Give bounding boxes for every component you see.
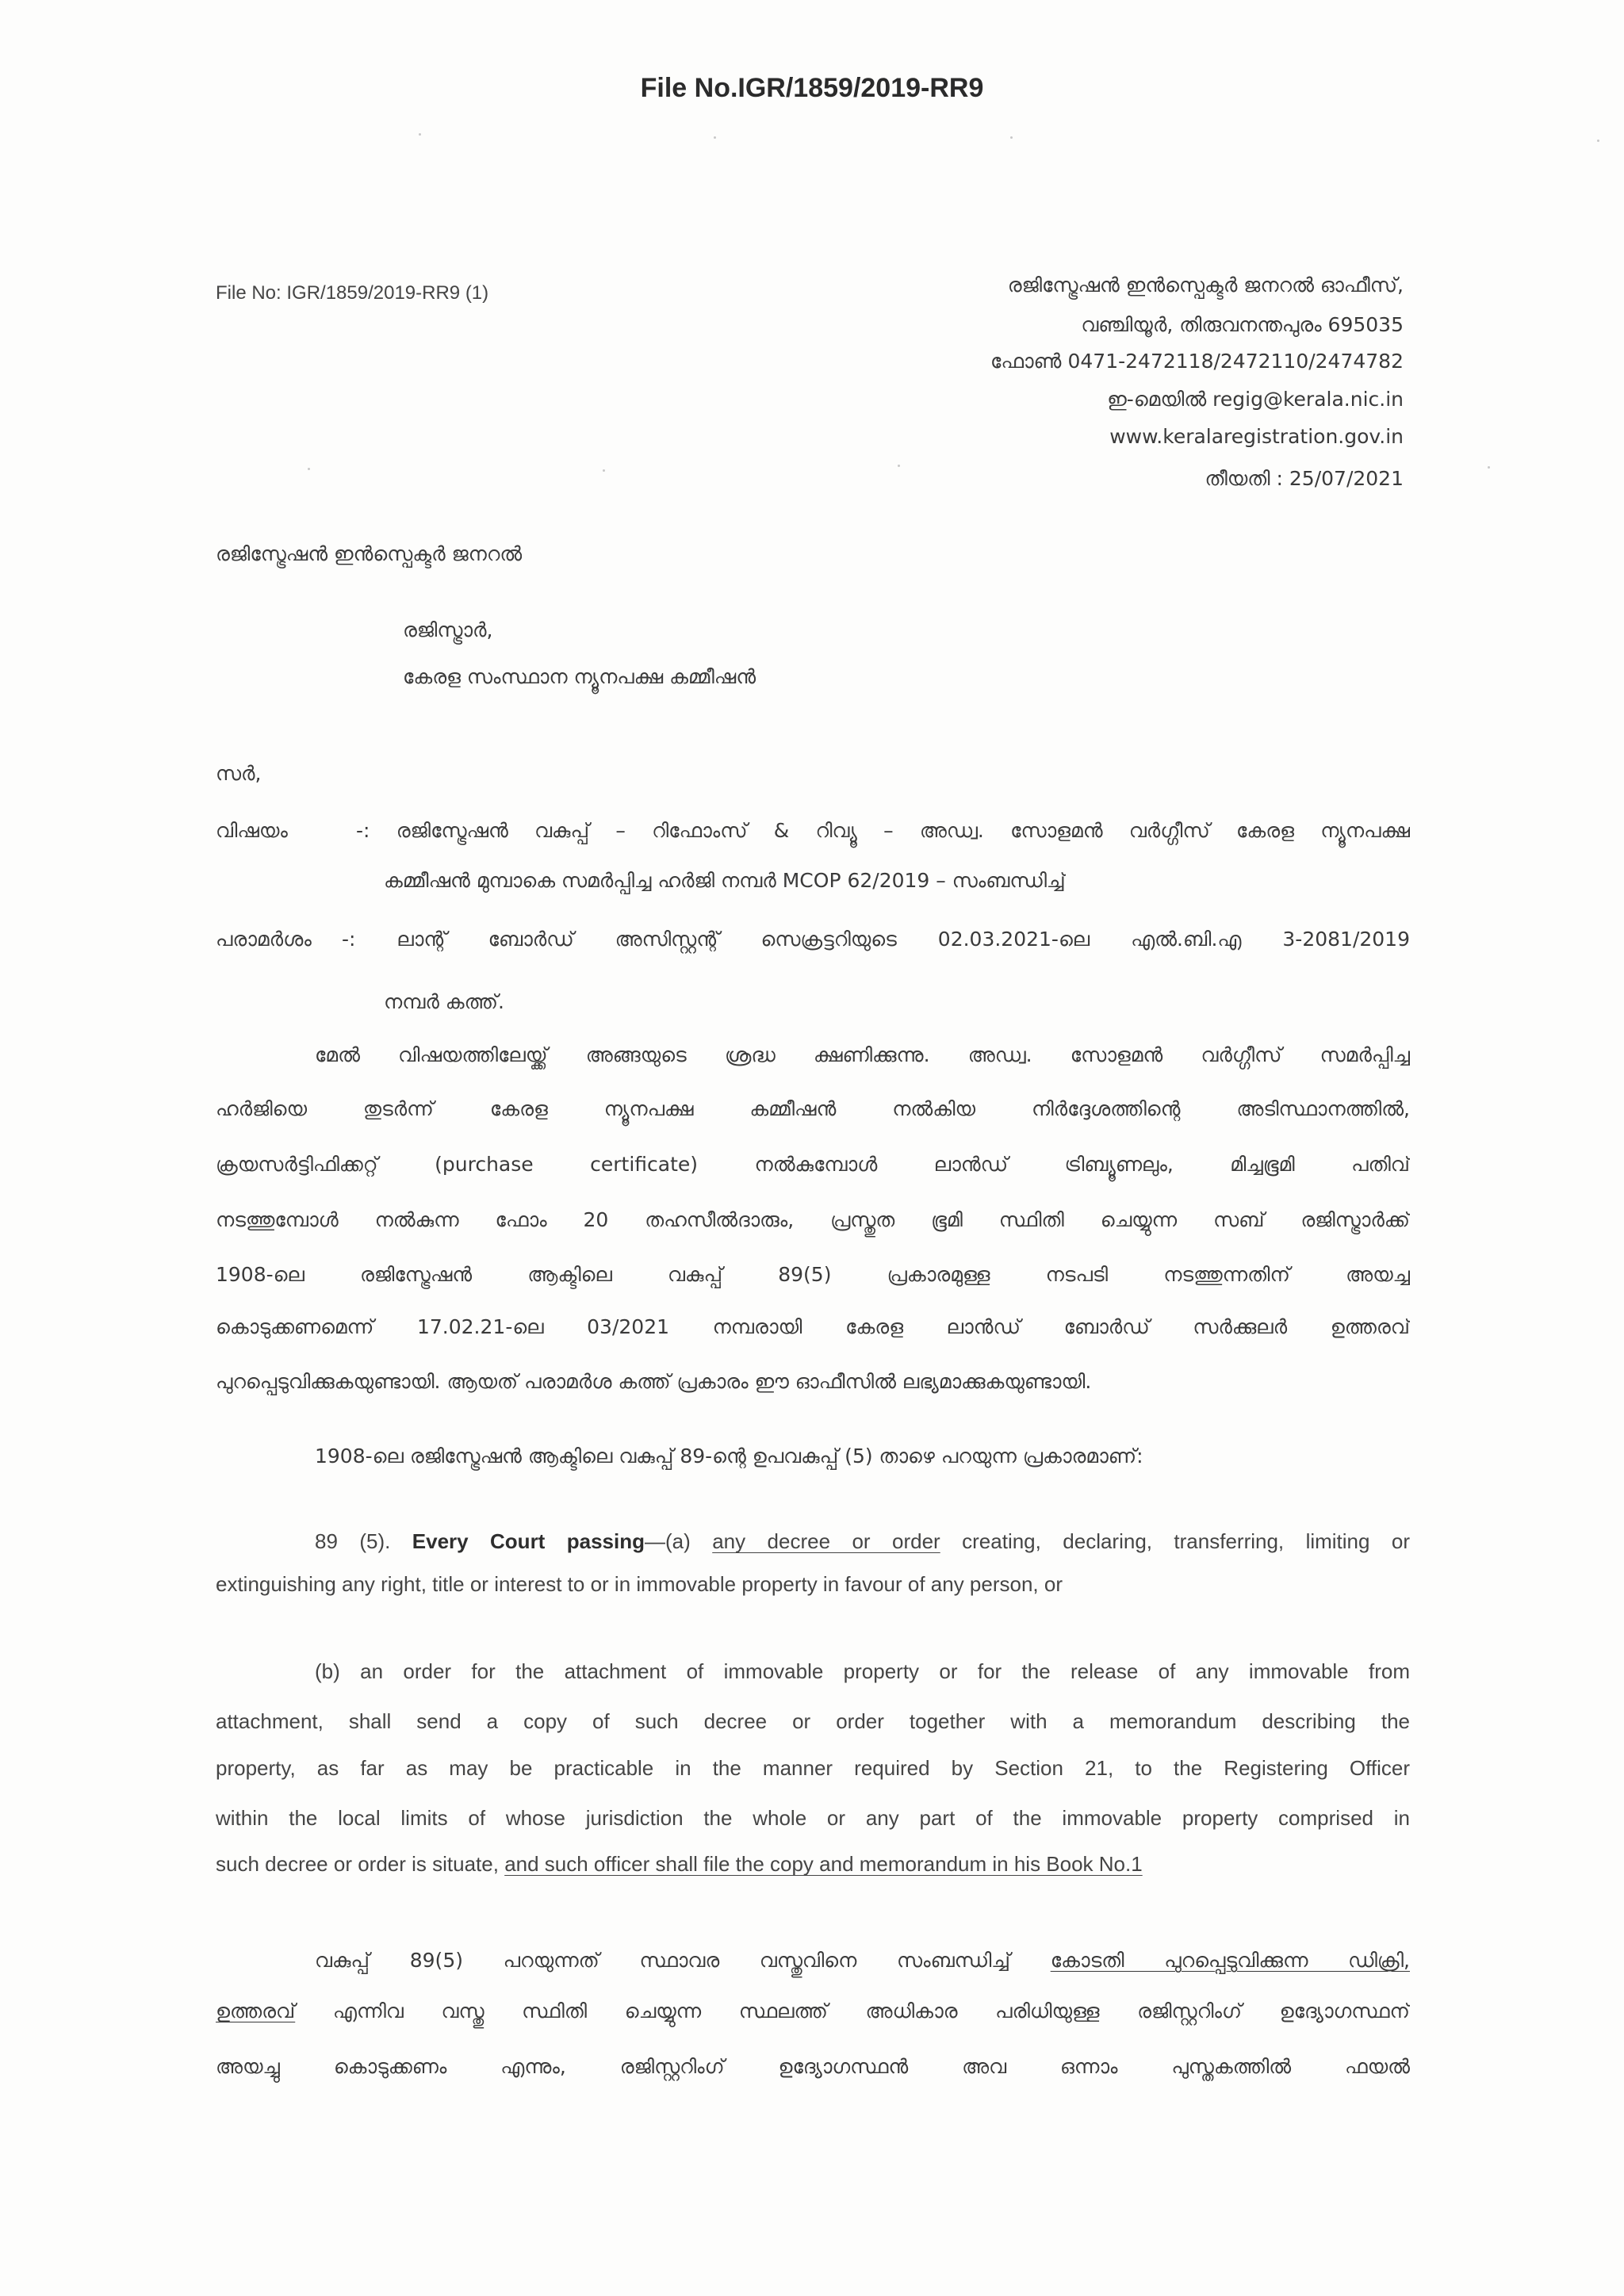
paragraph-line: ക്രയസർട്ടിഫിക്കറ്റ് (purchase certificate) നൽകുമ്പോൾ ലാൻഡ് ട്രിബ്യൂണലും, മിച്ചഭൂമി പതിവ്	[216, 1153, 1410, 1176]
paragraph-line: 1908-ലെ രജിസ്ട്രേഷൻ ആക്ടിലെ വകുപ്പ് 89(5) പ്രകാരമുള്ള നടപടി നടത്തുന്നതിന് അയച്ച	[216, 1263, 1410, 1286]
office-email: ഇ-മെയിൽ regig@kerala.nic.in	[1107, 388, 1404, 411]
paragraph-line: പുറപ്പെടുവിക്കുകയുണ്ടായി. ആയത് പരാമർശ കത്ത് പ്രകാരം ഈ ഓഫീസിൽ ലഭ്യമാക്കുകയുണ്ടായി.	[216, 1370, 1092, 1393]
clause-line: extinguishing any right, title or interest to or in immovable property in favour of any person, or	[216, 1572, 1063, 1596]
scan-speck	[1597, 140, 1599, 142]
underlined-phrase: any decree or order	[712, 1529, 940, 1553]
subject-label: വിഷയം	[216, 819, 288, 842]
subject-line: കമ്മീഷൻ മുമ്പാകെ സമർപ്പിച്ച ഹർജി നമ്പർ MCOP 62/2019 – സംബന്ധിച്ച്	[384, 869, 1066, 892]
scan-speck	[1488, 466, 1490, 469]
clause-marker: —(a)	[645, 1529, 713, 1553]
clause-line: property, as far as may be practicable in the manner required by Section 21, to the Registering Officer	[216, 1756, 1410, 1780]
clause-line: (b) an order for the attachment of immovable property or for the release of any immovable from	[315, 1659, 1410, 1683]
sender: രജിസ്ട്രേഷൻ ഇൻസ്പെക്ടർ ജനറൽ	[216, 542, 523, 565]
office-website: www.keralaregistration.gov.in	[1109, 425, 1404, 448]
scan-speck	[603, 469, 605, 472]
clause-text: such decree or order is situate,	[216, 1852, 505, 1876]
clause-text: creating, declaring, transferring, limiting or	[940, 1529, 1410, 1553]
office-name: രജിസ്ട്രേഷൻ ഇൻസ്പെക്ടർ ജനറൽ ഓഫീസ്,	[1007, 274, 1404, 297]
clause-line	[315, 1524, 1410, 1559]
clause-number: 89 (5).	[315, 1529, 412, 1553]
clause-heading: Every Court passing	[412, 1529, 645, 1553]
clause-line: within the local limits of whose jurisdiction the whole or any part of the immovable property comprised in	[216, 1806, 1410, 1830]
recipient-organisation: കേരള സംസ്ഥാന ന്യൂനപക്ഷ കമ്മീഷൻ	[403, 665, 756, 688]
paragraph-line: കൊടുക്കണമെന്ന് 17.02.21-ലെ 03/2021 നമ്പരായി കേരള ലാൻഡ് ബോർഡ് സർക്കുലർ ഉത്തരവ്	[216, 1315, 1410, 1338]
paragraph-line: മേൽ വിഷയത്തിലേയ്ക്ക് അങ്ങയുടെ ശ്രദ്ധ ക്ഷണിക്കുന്നു. അഡ്വ. സോളമൻ വർഗ്ഗീസ് സമർപ്പിച്ച	[315, 1043, 1410, 1066]
file-number-header: File No.IGR/1859/2019-RR9	[640, 73, 984, 103]
subject-line: -: രജിസ്ട്രേഷൻ വകുപ്പ് – റിഫോംസ് & റിവ്യൂ – അഡ്വ. സോളമൻ വർഗ്ഗീസ് കേരള ന്യൂനപക്ഷ	[356, 819, 1410, 842]
letter-date: തീയതി : 25/07/2021	[1205, 467, 1404, 490]
reference-line: നമ്പർ കത്ത്.	[384, 990, 504, 1013]
reference-label: പരാമർശം	[216, 928, 312, 951]
scan-speck	[714, 136, 716, 139]
scan-speck	[1010, 136, 1013, 139]
office-phone: ഫോൺ 0471-2472118/2472110/2474782	[990, 350, 1404, 373]
scan-speck	[308, 468, 310, 470]
clause-line: attachment, shall send a copy of such decree or order together with a memorandum describing the	[216, 1709, 1410, 1733]
reference-line: -: ലാന്റ് ബോർഡ് അസിസ്റ്റന്റ് സെക്രട്ടറിയുടെ 02.03.2021-ലെ എൽ.ബി.എ 3-2081/2019	[342, 928, 1410, 951]
paragraph-text: വകുപ്പ് 89(5) പറയുന്നത് സ്ഥാവര വസ്തുവിനെ സംബന്ധിച്ച്	[315, 1949, 1051, 1972]
scan-speck	[898, 465, 900, 467]
underlined-phrase: ഉത്തരവ്	[216, 1999, 296, 2022]
clause-line	[216, 1846, 1143, 1881]
paragraph-line: നടത്തുമ്പോൾ നൽകുന്ന ഫോം 20 തഹസീൽദാരും, പ്രസ്തുത ഭൂമി സ്ഥിതി ചെയ്യുന്ന സബ് രജിസ്ട്രാർക്ക്	[216, 1208, 1410, 1231]
recipient-title: രജിസ്ട്രാർ,	[403, 618, 493, 641]
paragraph-line	[315, 1943, 1410, 1978]
underlined-phrase: and such officer shall file the copy and memorandum in his Book No.1	[504, 1852, 1143, 1876]
underlined-phrase: കോടതി പുറപ്പെടുവിക്കുന്ന ഡിക്രി,	[1050, 1949, 1410, 1972]
salutation: സർ,	[216, 762, 262, 785]
paragraph-text: എന്നിവ വസ്തു സ്ഥിതി ചെയ്യുന്ന സ്ഥലത്ത് അധികാര പരിധിയുള്ള രജിസ്റ്ററിംഗ് ഉദ്യോഗസ്ഥന്	[295, 1999, 1410, 2022]
section-intro: 1908-ലെ രജിസ്ട്രേഷൻ ആക്ടിലെ വകുപ്പ് 89-ന്റെ ഉപവകുപ്പ് (5) താഴെ പറയുന്ന പ്രകാരമാണ്:	[315, 1445, 1143, 1468]
office-location: വഞ്ചിയൂർ, തിരുവനന്തപുരം 695035	[1081, 313, 1404, 336]
paragraph-line	[216, 1994, 1410, 2029]
paragraph-line: ഹർജിയെ തുടർന്ന് കേരള ന്യൂനപക്ഷ കമ്മീഷൻ നൽകിയ നിർദ്ദേശത്തിന്റെ അടിസ്ഥാനത്തിൽ,	[216, 1097, 1410, 1120]
file-number: File No: IGR/1859/2019-RR9 (1)	[216, 282, 489, 304]
scan-speck	[419, 133, 421, 136]
paragraph-line: അയച്ചു കൊടുക്കണം എന്നും, രജിസ്റ്ററിംഗ് ഉദ്യോഗസ്ഥൻ അവ ഒന്നാം പുസ്തകത്തിൽ ഫയൽ	[216, 2055, 1410, 2078]
